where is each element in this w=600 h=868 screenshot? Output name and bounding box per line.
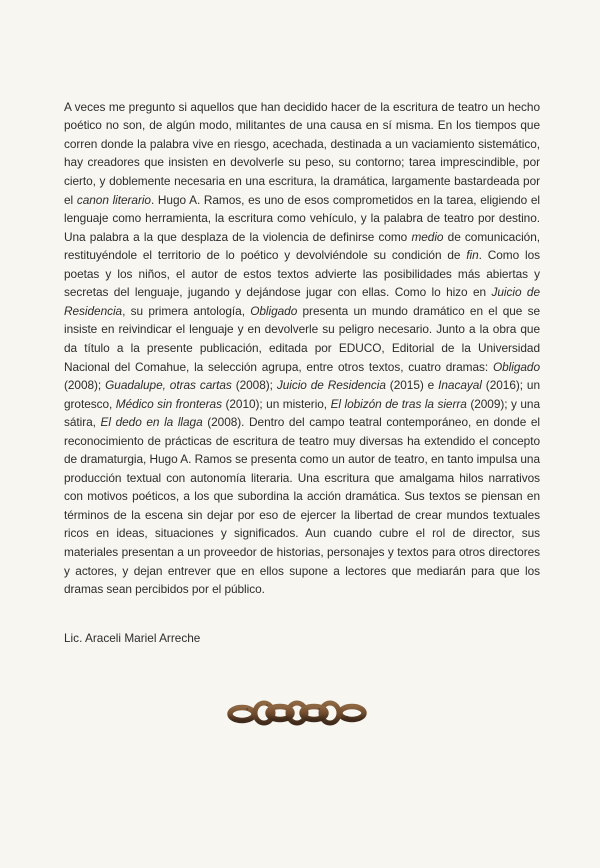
text-run: (2008); (231, 378, 277, 393)
italic-title: El dedo en la llaga (100, 415, 203, 430)
italic-title: Guadalupe, otras cartas (105, 378, 232, 393)
signature: Lic. Araceli Mariel Arreche (64, 631, 201, 645)
italic-title: Obligado (250, 303, 298, 318)
italic-title: Inacayal (438, 378, 482, 393)
chain-link-icon (227, 695, 367, 731)
text-run: (2015) e (385, 378, 439, 393)
text-run: (2008); (64, 378, 106, 393)
italic-title: Juicio de Residencia (64, 285, 540, 318)
body-paragraph (64, 98, 540, 599)
text-run: . Como los poetas y los niños, el autor de estos textos advierte las posibilidades más abiertas y secretas del lenguaje, jugando y dejándose jugar con ellas. Como lo hizo en (64, 248, 540, 300)
text-run: de comunicación, restituyéndole el territorio de lo poético y devolviéndole su condición de (64, 229, 540, 263)
text-run: A veces me pregunto si aquellos que han decidido hacer de la escritura de teatro un hecho poético no son, de algún modo, militantes de una causa en sí misma. En los tiempos que corren donde la palabra vive en riesgo, acechada, destinada a un vaciamiento sistemático, hay creadores que insisten en devolverle su peso, su contorno; tarea imprescindible, por cierto, y doblemente necesaria en una escritura, la dramática, largamente bastardeada por el (64, 99, 540, 207)
italic-title: Obligado (492, 359, 540, 374)
italic-title: canon literario (76, 192, 151, 207)
text-run: (2009); y una sátira, (64, 396, 541, 430)
italic-title: Juicio de Residencia (276, 378, 386, 393)
italic-title: Médico sin fronteras (115, 396, 222, 411)
chain-link (340, 707, 364, 720)
text-run: , su primera antología, (122, 303, 251, 318)
text-run: (2010); un misterio, (221, 396, 331, 411)
italic-title: medio (411, 229, 444, 244)
text-run: (2016); un grotesco, (64, 378, 540, 411)
text-run: presenta un mundo dramático en el que se insiste en reivindicar el lenguaje y en devolverle su peligro necesario. Junto a la obra que da título a la presente publicación, editada por EDUCO, Editorial de la Universidad Nacional del Comahue, la selección agrupa, entre otros textos, cuatro dramas: (64, 303, 540, 374)
italic-title: El lobizón de tras la sierra (330, 396, 467, 411)
text-run: . Hugo A. Ramos, es uno de esos comprometidos en la tarea, eligiendo el lenguaje como herramienta, la escritura como vehículo, y la palabra de teatro por destino. Una palabra a la que desplaza de la violencia de definirse como (64, 192, 541, 244)
italic-title: fin (466, 248, 479, 263)
text-run: (2008). Dentro del campo teatral contemporáneo, en donde el reconocimiento de prácticas de escritura de teatro muy diversas ha extendido el concepto de dramaturgia, Hugo A. Ramos se presenta como un autor de teatro, en tanto impulsa una producción textual con autonomía literaria. Una escritura que amalgama hilos narrativos con motivos poéticos, a los que subordina la acción dramática. Sus textos se piensan en términos de la escena sin dejar por eso de ejercer la libertad de crear mundos textuales ricos en ideas, situaciones y significados. Aun cuando cubre el rol de director, sus materiales presentan a un proveedor de historias, personajes y textos para otros directores y actores, y dejan entrever que en ellos supone a lectores que mediarán para que los dramas sean percibidos por el público. (64, 415, 540, 597)
chain-link (230, 708, 254, 721)
